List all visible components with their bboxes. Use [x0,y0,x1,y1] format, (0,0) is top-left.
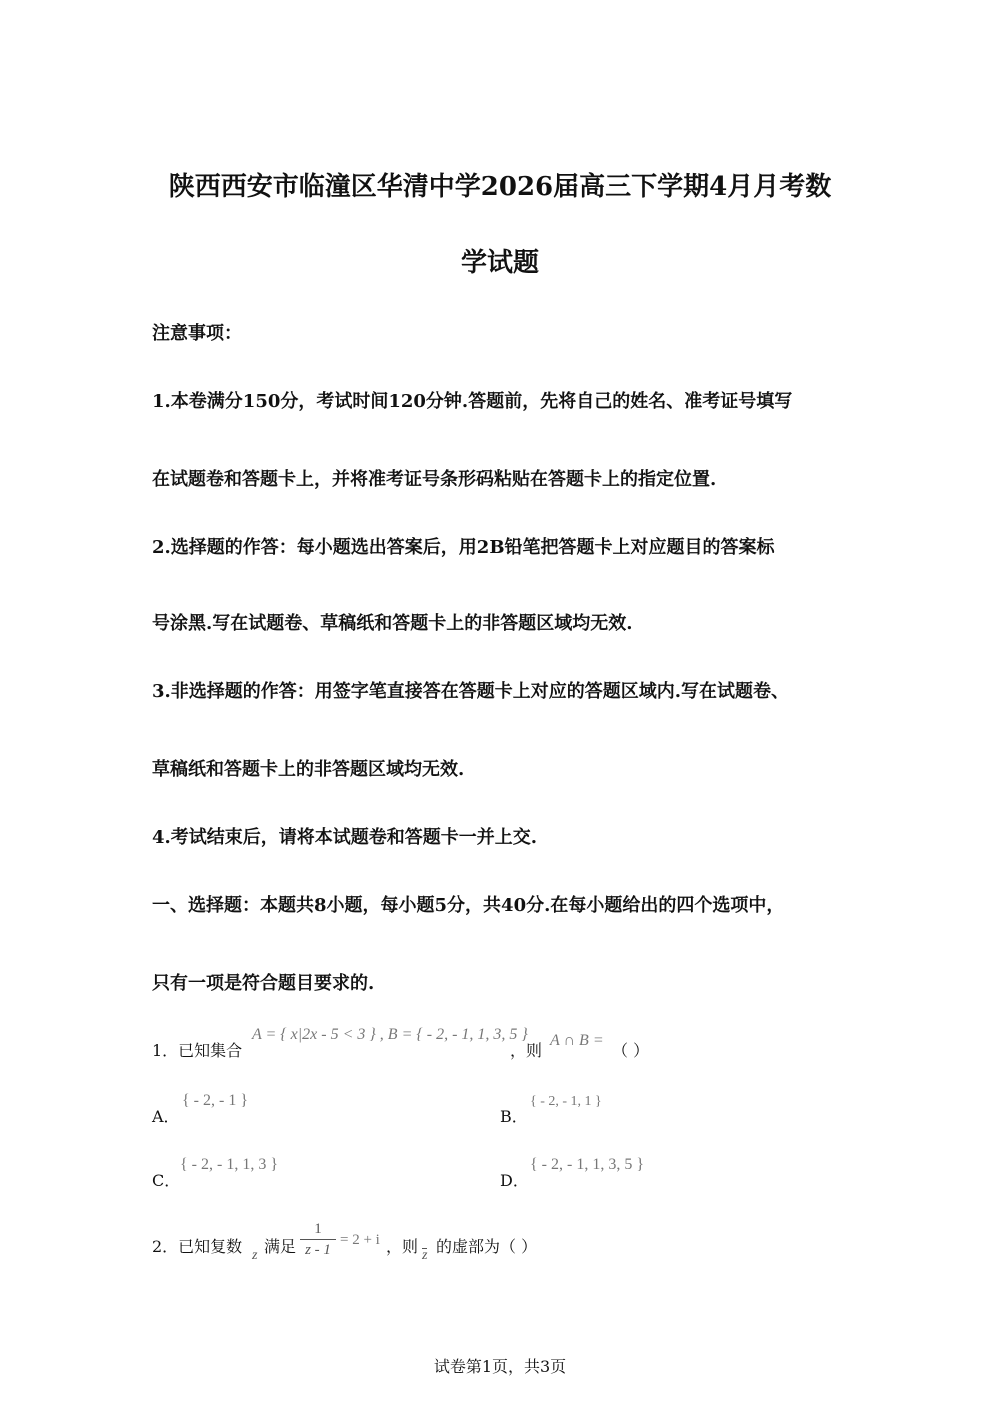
question-1-intersection: A ∩ B = [550,1032,604,1049]
question-1-blank: （ ） [612,1041,650,1060]
section-heading-cont: 只有一项是符合题目要求的. [152,973,375,994]
question-2-rhs: = 2 + i [340,1232,380,1248]
question-2-mid1: 满足 [264,1237,297,1256]
fraction-numerator: 1 [314,1221,322,1237]
section-heading: 一、选择题：本题共8小题，每小题5分，共40分.在每小题给出的四个选项中， [152,895,785,916]
notice-heading: 注意事项： [152,323,242,344]
exam-title-line1: 陕西西安市临潼区华清中学2026届高三下学期4月月考数 [168,172,832,202]
fraction-denominator: z - 1 [305,1242,331,1258]
fraction-bar [300,1239,336,1240]
question-2-prefix: 2．已知复数 [152,1237,243,1256]
question-2-suffix: 的虚部为（ ） [436,1237,538,1256]
question-2-mid2: ，则 [386,1237,419,1256]
question-2-fraction [300,1220,336,1259]
notice-item-3: 3.非选择题的作答：用签字笔直接答在答题卡上对应的答题区域内.写在试题卷、 [152,681,790,702]
exam-title-line2: 学试题 [460,248,539,278]
question-2-zbar: z [422,1248,428,1263]
option-d-label: D． [500,1171,529,1190]
notice-item-1-cont: 在试题卷和答题卡上，并将准考证号条形码粘贴在答题卡上的指定位置. [152,469,717,490]
option-c-value: { - 2, - 1, 1, 3 } [180,1156,279,1173]
notice-item-3-cont: 草稿纸和答题卡上的非答题区域均无效. [152,759,465,780]
notice-item-4: 4.考试结束后，请将本试题卷和答题卡一并上交. [152,827,538,848]
question-2-z: z [252,1248,258,1263]
option-b-label: B． [500,1107,528,1126]
question-1-prefix: 1．已知集合 [152,1041,243,1060]
question-1-sets: A = { x|2x - 5 < 3 } , B = { - 2, - 1, 1, 3, 5 } [252,1026,528,1043]
question-1-mid: ，则 [510,1041,543,1060]
option-c-label: C． [152,1171,181,1190]
option-b-value: { - 2, - 1, 1 } [530,1094,602,1109]
page-footer: 试卷第1页，共3页 [433,1357,567,1376]
notice-item-2-cont: 号涂黑.写在试题卷、草稿纸和答题卡上的非答题区域均无效. [152,613,633,634]
notice-item-2: 2.选择题的作答：每小题选出答案后，用2B铅笔把答题卡上对应题目的答案标 [152,537,775,558]
notice-item-1: 1.本卷满分150分，考试时间120分钟.答题前，先将自己的姓名、准考证号填写 [152,391,793,412]
option-d-value: { - 2, - 1, 1, 3, 5 } [530,1156,645,1173]
option-a-value: { - 2, - 1 } [182,1092,249,1109]
option-a-label: A． [152,1107,180,1126]
